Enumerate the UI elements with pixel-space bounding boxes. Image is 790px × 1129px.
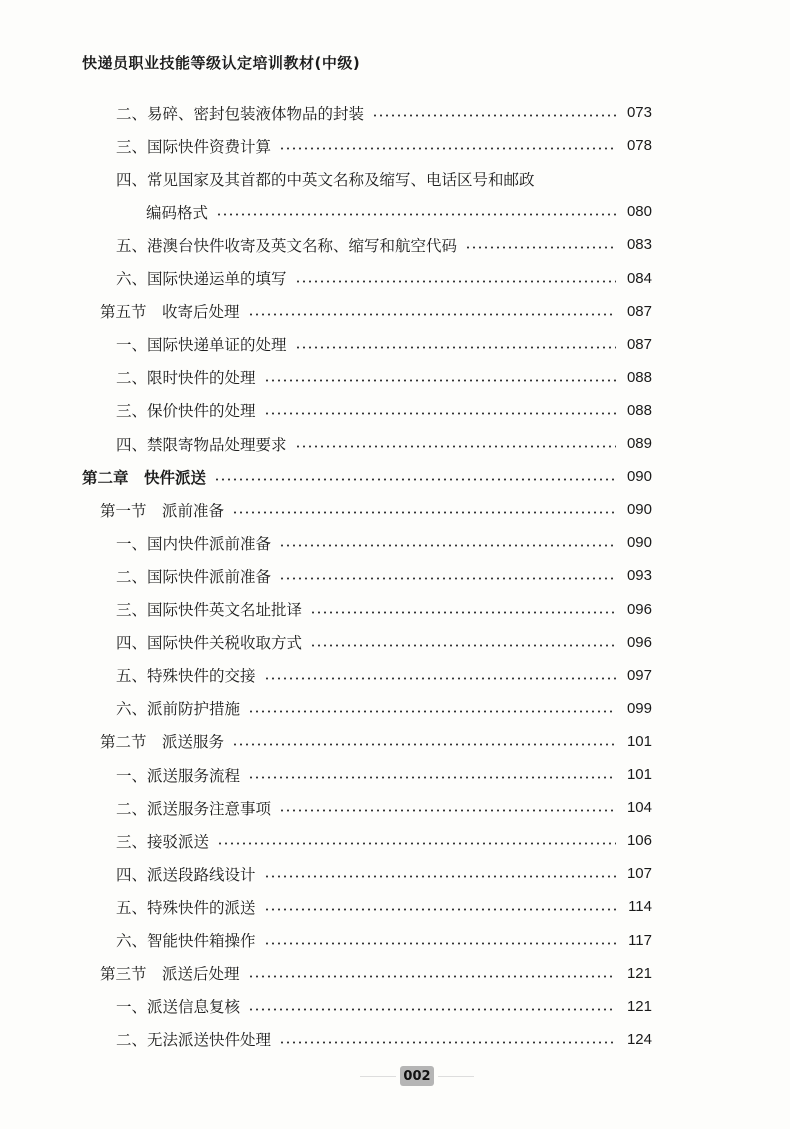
toc-entry-title: 二、国际快件派前准备	[116, 567, 272, 586]
toc-entry-page-number: 088	[626, 368, 652, 386]
toc-entry-title: 一、国际快递单证的处理	[116, 336, 287, 355]
toc-dot-leader	[295, 346, 616, 349]
toc-item-entry[interactable]	[116, 129, 652, 162]
toc-item-entry[interactable]	[116, 924, 652, 957]
toc-entry-title: 六、智能快件箱操作	[116, 932, 256, 950]
toc-entry-title: 一、派送服务流程	[116, 766, 241, 785]
running-header: 快递员职业技能等级认定培训教材(中级)	[82, 54, 361, 72]
toc-entry-title: 六、派前防护措施	[116, 700, 241, 719]
toc-item-entry[interactable]	[116, 593, 652, 626]
toc-entry-title: 三、保价快件的处理	[116, 402, 256, 421]
toc-entry-title: 第二章 快件派送	[82, 468, 207, 487]
toc-dot-leader	[217, 842, 616, 845]
toc-dot-leader	[216, 213, 616, 216]
toc-dot-leader	[248, 710, 616, 713]
toc-section-entry[interactable]	[100, 493, 652, 526]
toc-entry-title: 六、国际快递运单的填写	[116, 270, 287, 288]
toc-entry-page-number: 096	[626, 633, 652, 651]
page-number: 002	[400, 1066, 434, 1086]
toc-item-entry[interactable]	[116, 526, 652, 559]
toc-entry-page-number: 114	[628, 898, 652, 916]
toc-entry-page-number: 099	[626, 699, 652, 717]
toc-entry-page-number: 117	[628, 931, 652, 949]
toc-entry-title: 一、国内快件派前准备	[116, 534, 272, 553]
toc-entry-title: 四、禁限寄物品处理要求	[116, 435, 287, 454]
toc-entry-page-number: 093	[626, 567, 652, 585]
toc-entry-page-number: 101	[626, 766, 652, 783]
toc-entry-page-number: 090	[626, 468, 652, 486]
toc-entry-title: 二、易碎、密封包装液体物品的封装	[116, 104, 365, 123]
toc-dot-leader	[279, 544, 616, 547]
toc-item-entry[interactable]	[116, 559, 652, 592]
toc-entry-title: 第二节 派送服务	[100, 733, 225, 752]
toc-dot-leader	[248, 776, 616, 779]
toc-item-entry[interactable]	[116, 758, 652, 791]
toc-dot-leader	[279, 1041, 616, 1044]
toc-item-entry[interactable]	[116, 791, 652, 824]
toc-item-entry[interactable]	[116, 1023, 652, 1056]
toc-entry-page-number: 090	[626, 501, 652, 519]
toc-entry-title: 五、特殊快件的交接	[116, 667, 256, 686]
toc-item-entry[interactable]	[116, 96, 652, 129]
toc-entry-page-number: 121	[626, 997, 652, 1015]
toc-dot-leader	[264, 908, 616, 911]
toc-entry-title: 五、港澳台快件收寄及英文名称、缩写和航空代码	[116, 236, 458, 255]
toc-entry-page-number: 080	[626, 203, 652, 221]
toc-item-entry[interactable]	[116, 626, 652, 659]
toc-item-entry[interactable]	[116, 394, 652, 427]
toc-section-entry[interactable]	[100, 725, 652, 758]
toc-entry-page-number: 078	[626, 137, 652, 155]
toc-section-entry[interactable]	[100, 295, 652, 328]
toc-dot-leader	[214, 478, 616, 481]
toc-dot-leader	[264, 875, 616, 878]
toc-entry-page-number: 083	[626, 236, 652, 254]
toc-dot-leader	[465, 246, 616, 249]
toc-dot-leader	[279, 809, 616, 812]
toc-dot-leader	[248, 1008, 616, 1011]
toc-item-entry[interactable]	[146, 195, 652, 228]
toc-dot-leader	[279, 147, 616, 150]
toc-item-entry[interactable]	[116, 228, 652, 261]
page-number-rule-left	[360, 1076, 396, 1077]
toc-dot-leader	[279, 577, 616, 580]
toc-section-entry[interactable]	[100, 957, 652, 990]
toc-item-entry[interactable]	[116, 328, 652, 361]
toc-entry-page-number: 087	[626, 302, 652, 320]
toc-entry-page-number: 089	[626, 435, 652, 452]
toc-entry-page-number: 097	[626, 666, 652, 684]
toc-item-entry[interactable]	[116, 262, 652, 295]
toc-item-entry[interactable]	[116, 890, 652, 923]
page-number-rule-right	[438, 1076, 474, 1077]
toc-entry-page-number: 101	[626, 732, 652, 750]
toc-entry-title: 三、国际快件英文名址批译	[116, 601, 303, 619]
toc-entry-page-number: 090	[626, 534, 652, 552]
toc-dot-leader	[232, 511, 616, 514]
toc-item-entry[interactable]	[116, 427, 652, 460]
toc-entry-page-number: 096	[626, 600, 652, 618]
toc-entry-title: 二、派送服务注意事项	[116, 799, 272, 818]
toc-entry-title: 四、派送段路线设计	[116, 865, 256, 884]
toc-item-entry[interactable]	[116, 361, 652, 394]
toc-dot-leader	[264, 942, 616, 945]
toc-entry-page-number: 084	[626, 269, 652, 287]
toc-dot-leader	[248, 313, 616, 316]
toc-dot-leader	[295, 445, 616, 448]
toc-entry-page-number: 106	[626, 832, 652, 850]
toc-item-entry[interactable]	[116, 692, 652, 725]
toc-entry-title: 编码格式	[146, 203, 209, 222]
toc-entry-title: 三、接驳派送	[116, 832, 210, 851]
toc-entry-title: 一、派送信息复核	[116, 998, 241, 1017]
toc-entry-title: 二、限时快件的处理	[116, 369, 256, 388]
toc-entry-title: 四、国际快件关税收取方式	[116, 634, 303, 653]
toc-dot-leader	[232, 743, 616, 746]
toc-entry-page-number: 104	[626, 799, 652, 817]
toc-dot-leader	[310, 644, 616, 647]
toc-entry-title: 第三节 派送后处理	[100, 965, 240, 984]
toc-dot-leader	[264, 412, 616, 415]
toc-entry-page-number: 088	[626, 401, 652, 419]
toc-dot-leader	[264, 677, 616, 680]
toc-chapter-entry[interactable]	[82, 460, 652, 493]
toc-item-entry[interactable]	[116, 824, 652, 857]
toc-item-entry[interactable]	[116, 857, 652, 890]
toc-dot-leader	[310, 611, 616, 614]
toc-dot-leader	[248, 975, 616, 978]
toc-entry-page-number: 124	[626, 1030, 652, 1048]
toc-entry-page-number: 121	[626, 964, 652, 982]
toc-item-entry[interactable]	[116, 990, 652, 1023]
toc-item-entry[interactable]	[116, 659, 652, 692]
toc-entry-title: 五、特殊快件的派送	[116, 898, 256, 917]
toc-entry-title: 三、国际快件资费计算	[116, 137, 272, 156]
toc-entry-page-number: 073	[626, 104, 652, 121]
toc-entry-page-number: 107	[626, 865, 652, 883]
toc-item-entry[interactable]	[116, 162, 535, 195]
toc-entry-title: 第一节 派前准备	[100, 501, 225, 520]
toc-entry-title: 二、无法派送快件处理	[116, 1031, 272, 1050]
toc-dot-leader	[372, 114, 616, 117]
toc-dot-leader	[295, 280, 616, 283]
toc-dot-leader	[264, 379, 616, 382]
toc-entry-title: 四、常见国家及其首都的中英文名称及缩写、电话区号和邮政	[116, 170, 535, 189]
toc-entry-title: 第五节 收寄后处理	[100, 303, 240, 322]
toc-entry-page-number: 087	[626, 335, 652, 353]
